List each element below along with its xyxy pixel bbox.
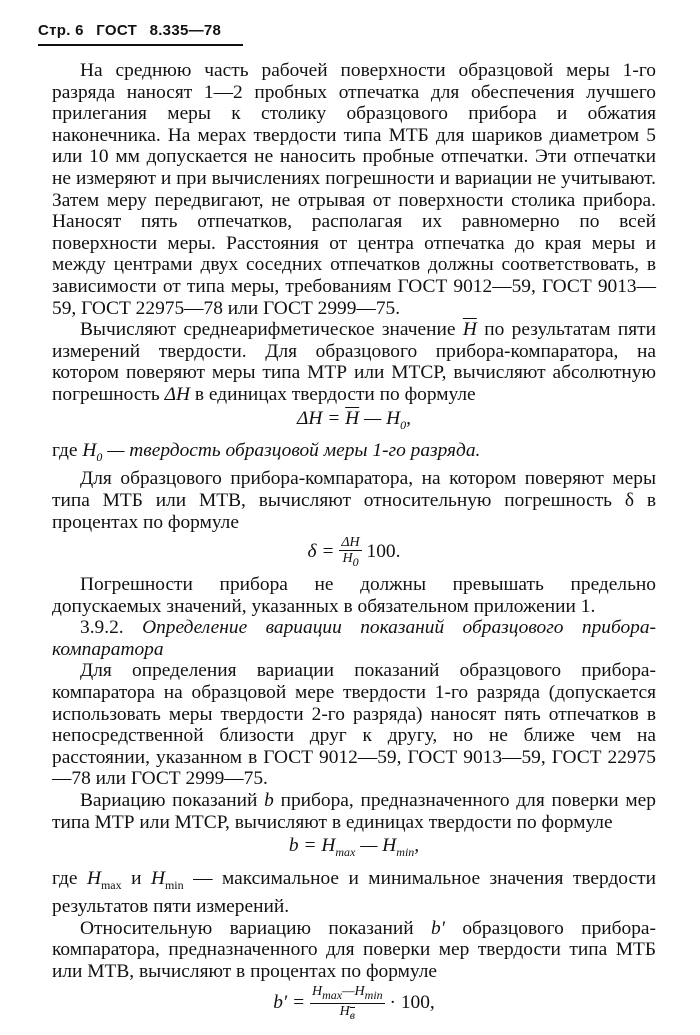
formula-4-numerator <box>310 984 385 1004</box>
paragraph-7 <box>52 918 656 983</box>
formula-1-hbar: $\overline{H}$ <box>345 407 360 429</box>
where-2-sub-1: max <box>100 877 122 892</box>
section-number: 3.9.2. <box>80 617 124 639</box>
formula-2-numerator: ΔH <box>341 535 360 551</box>
formula-4-den-sub: в <box>349 1008 355 1023</box>
formula-1-sub: 0 <box>400 417 407 432</box>
where-2-and: и <box>131 867 142 889</box>
formula-variation <box>52 835 656 863</box>
abs-error-symbol: ΔH <box>164 383 190 405</box>
mean-hardness-symbol: $\overline{H}$ <box>462 319 477 341</box>
formula-4-fraction <box>310 984 385 1023</box>
paragraph-2-text-c: в единицах твердости по формуле <box>194 383 476 405</box>
formula-1-rest: — H <box>364 407 401 429</box>
formula-4-num-mid: —H <box>342 984 365 1000</box>
paragraph-1: На среднюю часть рабочей поверхности образцовой меры 1-го разряда наносят 1—2 пробных отпечатка для обеспечения лучшего прилегания меры к столику образцового прибора и обжатия наконечника. На мерах твердости типа МТБ для шариков диаметром 5 или 10 мм допускается не наносить пробные отпечатки. Эти отпечатки не измеряют и при вычислениях погрешности и вариации не учитывают. Затем меру передвигают, не отрывая от поверхности столика прибора. Наносят пять отпечатков, располагая их равномерно по всей поверхности меры. Расстояния от центра отпечатка до края меры и между центрами двух соседних отпечатков должны соответствовать, в зависимости от типа меры, требованиям ГОСТ 9012—59, ГОСТ 9013—59, ГОСТ 22975—78 или ГОСТ 2999—75. <box>52 60 656 319</box>
paragraph-6-text-a: Вариацию показаний <box>80 789 258 811</box>
paragraph-2-text-a: Вычисляют среднеарифметическое значение <box>80 319 456 341</box>
formula-3-mid: — H <box>360 835 397 857</box>
section-title: Определение вариации показаний образцового прибора-компаратора <box>52 617 656 660</box>
paragraph-4: Погрешности прибора не должны превышать предельно допускаемых значений, указанных в обязательном приложении 1. <box>52 574 656 617</box>
paragraph-6-text-c: прибора, предназначенного для поверки мер типа МТР или МТСР, вычисляют в единицах твердости по формуле <box>52 789 656 833</box>
formula-2-den-symbol: H <box>342 551 353 567</box>
formula-relative-error <box>52 535 656 570</box>
section-heading <box>52 617 656 660</box>
formula-1-end: , <box>406 407 411 429</box>
formula-relative-variation <box>52 984 656 1023</box>
formula-3-sub2: min <box>396 845 415 860</box>
paragraph-6 <box>52 790 656 833</box>
relative-variation-symbol: b′ <box>431 917 445 939</box>
formula-2-lhs: δ = <box>307 541 335 563</box>
header-rule <box>38 44 243 46</box>
where-1-word: где <box>52 439 78 461</box>
formula-1-lhs: ΔH = <box>296 407 341 429</box>
formula-4-lhs: b′ = <box>273 992 306 1014</box>
formula-3-end: , <box>414 835 420 857</box>
formula-2-denominator <box>339 551 361 570</box>
formula-3-lhs: b = H <box>288 835 336 857</box>
where-2-symbol-2: H <box>150 867 165 889</box>
paragraph-7-text-c: образцового прибора-компаратора, предназначенного для поверки мер твердости типа МТБ или МТВ, вычисляют в процентах по формуле <box>52 917 656 982</box>
formula-2-rest: 100. <box>366 541 401 563</box>
where-2-text: — максимальное и минимальное значения твердости результатов пяти измерений. <box>52 867 656 918</box>
where-1-symbol: H <box>82 439 97 461</box>
variation-symbol: b <box>264 789 274 811</box>
formula-2-den-sub: 0 <box>352 555 359 570</box>
formula-3-sub1: max <box>335 845 356 860</box>
page-label: Стр. 6 <box>38 22 84 39</box>
paragraph-2 <box>52 319 656 405</box>
where-1-sub: 0 <box>96 449 103 464</box>
formula-4-num-sub1: max <box>322 988 343 1003</box>
paragraph-3: Для образцового прибора-компаратора, на котором поверяют меры типа МТБ или МТВ, вычисляют относительную погрешность δ в процентах по формуле <box>52 468 656 533</box>
where-2-sub-2: min <box>164 877 184 892</box>
formula-4-den-symbol: H <box>339 1004 350 1020</box>
paragraph-7-text-a: Относительную вариацию показаний <box>80 917 414 939</box>
paragraph-5: Для определения вариации показаний образцового прибора-компаратора на образцовой мере твердости 1-го разряда (допускается использовать меры твердости 2-го разряда) наносят пять отпечатков в непосредственной близости друг к другу, но не ближе чем на расстоянии, указанном в ГОСТ 9012—59, ГОСТ 9013—59, ГОСТ 22975—78 или ГОСТ 2999—75. <box>52 660 656 790</box>
formula-4-num-sub2: min <box>364 988 383 1003</box>
formula-absolute-error <box>52 408 656 436</box>
where-2-symbol-1: H <box>86 867 101 889</box>
where-1-text: — твердость образцовой меры 1-го разряда. <box>107 439 481 461</box>
where-clause-1 <box>52 440 656 468</box>
where-2-word: где <box>52 867 78 889</box>
where-clause-2 <box>52 868 656 918</box>
document-body <box>52 60 656 1027</box>
formula-2-fraction <box>339 535 361 570</box>
page-header <box>38 22 229 39</box>
paragraph-2-text-b: по результатам пяти измерений твердости. Для образцового прибора-компаратора, на котором поверяют меры типа МТР или МТСР, вычисляют абсолютную погрешность <box>52 319 656 405</box>
standard-label: ГОСТ <box>96 22 138 39</box>
formula-4-denominator <box>310 1004 385 1023</box>
formula-4-num-symbol: H <box>311 984 323 1000</box>
standard-number: 8.335—78 <box>149 22 222 39</box>
formula-4-rest: · 100, <box>389 992 435 1014</box>
